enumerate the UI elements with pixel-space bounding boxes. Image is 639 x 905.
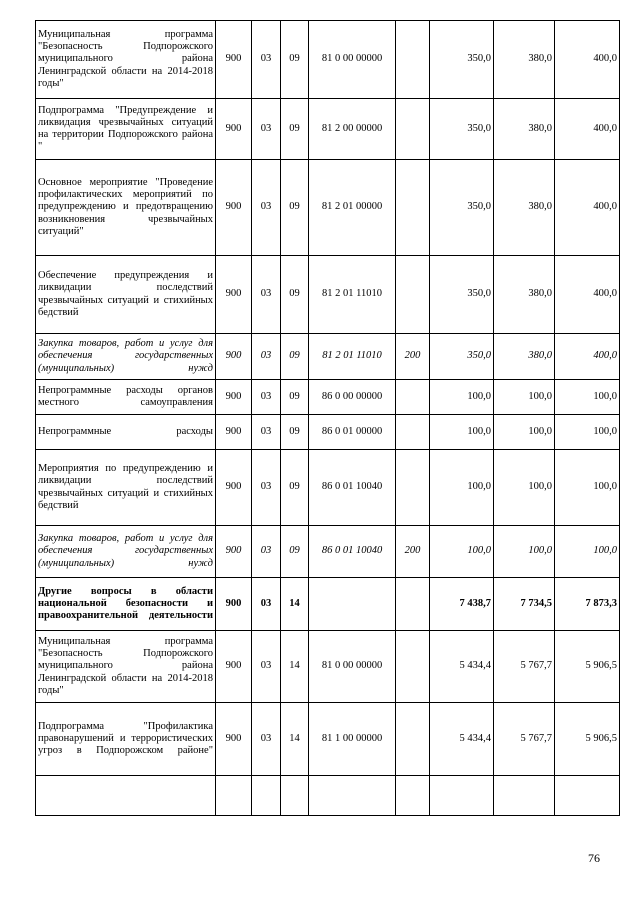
year1-amount-cell: 350,0 bbox=[430, 99, 494, 160]
subsection-cell: 09 bbox=[281, 380, 309, 415]
year3-amount-cell: 400,0 bbox=[555, 160, 620, 256]
year2-amount-cell: 100,0 bbox=[494, 450, 555, 526]
year1-amount-cell: 5 434,4 bbox=[430, 703, 494, 776]
expense-type-cell bbox=[396, 703, 430, 776]
empty-cell bbox=[430, 776, 494, 816]
year3-amount-cell: 100,0 bbox=[555, 526, 620, 578]
subsection-cell: 14 bbox=[281, 578, 309, 631]
subsection-cell: 09 bbox=[281, 160, 309, 256]
empty-cell bbox=[252, 776, 281, 816]
row-name-cell: Основное мероприятие "Проведение профилактических мероприятий по предупреждению и предотвращению возникновения чрезвычайных ситуаций" bbox=[36, 160, 216, 256]
row-name-cell: Непрограммные расходы bbox=[36, 415, 216, 450]
empty-cell bbox=[555, 776, 620, 816]
table-row bbox=[36, 334, 620, 380]
grbs-cell: 900 bbox=[216, 334, 252, 380]
year2-amount-cell: 5 767,7 bbox=[494, 631, 555, 703]
section-cell: 03 bbox=[252, 415, 281, 450]
row-name-cell: Подпрограмма "Предупреждение и ликвидация чрезвычайных ситуаций на территории Подпорожского района " bbox=[36, 99, 216, 160]
year2-amount-cell: 100,0 bbox=[494, 415, 555, 450]
expense-type-cell bbox=[396, 450, 430, 526]
row-name-cell: Обеспечение предупреждения и ликвидации последствий чрезвычайных ситуаций и стихийных бедствий bbox=[36, 256, 216, 334]
table-row bbox=[36, 380, 620, 415]
expense-type-cell bbox=[396, 415, 430, 450]
section-cell: 03 bbox=[252, 578, 281, 631]
subsection-cell: 09 bbox=[281, 99, 309, 160]
table-row bbox=[36, 526, 620, 578]
expense-type-cell bbox=[396, 21, 430, 99]
row-name-cell: Мероприятия по предупреждению и ликвидации последствий чрезвычайных ситуаций и стихийных бедствий bbox=[36, 450, 216, 526]
year2-amount-cell: 380,0 bbox=[494, 99, 555, 160]
row-name-cell: Закупка товаров, работ и услуг для обеспечения государственных (муниципальных) нужд bbox=[36, 334, 216, 380]
section-cell: 03 bbox=[252, 703, 281, 776]
year1-amount-cell: 100,0 bbox=[430, 450, 494, 526]
table-row bbox=[36, 256, 620, 334]
section-cell: 03 bbox=[252, 526, 281, 578]
subsection-cell: 14 bbox=[281, 631, 309, 703]
target-article-cell: 81 0 00 00000 bbox=[309, 21, 396, 99]
year2-amount-cell: 100,0 bbox=[494, 526, 555, 578]
target-article-cell: 86 0 01 00000 bbox=[309, 415, 396, 450]
target-article-cell: 81 0 00 00000 bbox=[309, 631, 396, 703]
section-cell: 03 bbox=[252, 99, 281, 160]
target-article-cell: 81 2 00 00000 bbox=[309, 99, 396, 160]
section-cell: 03 bbox=[252, 256, 281, 334]
year1-amount-cell: 350,0 bbox=[430, 256, 494, 334]
subsection-cell: 09 bbox=[281, 21, 309, 99]
year2-amount-cell: 380,0 bbox=[494, 334, 555, 380]
expense-type-cell bbox=[396, 380, 430, 415]
empty-cell bbox=[281, 776, 309, 816]
empty-cell bbox=[494, 776, 555, 816]
target-article-cell bbox=[309, 578, 396, 631]
year3-amount-cell: 400,0 bbox=[555, 334, 620, 380]
year1-amount-cell: 7 438,7 bbox=[430, 578, 494, 631]
subsection-cell: 09 bbox=[281, 526, 309, 578]
year3-amount-cell: 100,0 bbox=[555, 415, 620, 450]
grbs-cell: 900 bbox=[216, 415, 252, 450]
empty-cell bbox=[36, 776, 216, 816]
year2-amount-cell: 380,0 bbox=[494, 160, 555, 256]
year3-amount-cell: 400,0 bbox=[555, 256, 620, 334]
year3-amount-cell: 100,0 bbox=[555, 450, 620, 526]
row-name-cell: Муниципальная программа "Безопасность Подпорожского муниципального района Ленинградской области на 2014-2018 годы" bbox=[36, 631, 216, 703]
table-row bbox=[36, 703, 620, 776]
year2-amount-cell: 100,0 bbox=[494, 380, 555, 415]
expense-type-cell bbox=[396, 578, 430, 631]
table-row bbox=[36, 160, 620, 256]
year3-amount-cell: 100,0 bbox=[555, 380, 620, 415]
year1-amount-cell: 350,0 bbox=[430, 334, 494, 380]
row-name-cell: Подпрограмма "Профилактика правонарушений и террористических угроз в Подпорожском районе" bbox=[36, 703, 216, 776]
empty-cell bbox=[309, 776, 396, 816]
subsection-cell: 14 bbox=[281, 703, 309, 776]
year3-amount-cell: 5 906,5 bbox=[555, 703, 620, 776]
expense-type-cell bbox=[396, 256, 430, 334]
year2-amount-cell: 380,0 bbox=[494, 21, 555, 99]
subsection-cell: 09 bbox=[281, 334, 309, 380]
section-cell: 03 bbox=[252, 450, 281, 526]
year1-amount-cell: 5 434,4 bbox=[430, 631, 494, 703]
expense-type-cell bbox=[396, 160, 430, 256]
table-row bbox=[36, 415, 620, 450]
empty-cell bbox=[396, 776, 430, 816]
table-row bbox=[36, 631, 620, 703]
grbs-cell: 900 bbox=[216, 578, 252, 631]
expense-type-cell bbox=[396, 99, 430, 160]
subsection-cell: 09 bbox=[281, 256, 309, 334]
section-cell: 03 bbox=[252, 160, 281, 256]
year3-amount-cell: 400,0 bbox=[555, 99, 620, 160]
table-row bbox=[36, 450, 620, 526]
year2-amount-cell: 380,0 bbox=[494, 256, 555, 334]
grbs-cell: 900 bbox=[216, 256, 252, 334]
target-article-cell: 81 2 01 00000 bbox=[309, 160, 396, 256]
year1-amount-cell: 350,0 bbox=[430, 21, 494, 99]
year1-amount-cell: 100,0 bbox=[430, 415, 494, 450]
grbs-cell: 900 bbox=[216, 21, 252, 99]
section-cell: 03 bbox=[252, 21, 281, 99]
section-cell: 03 bbox=[252, 380, 281, 415]
page-number: 76 bbox=[588, 851, 600, 865]
expense-type-cell: 200 bbox=[396, 334, 430, 380]
expense-type-cell bbox=[396, 631, 430, 703]
table-row bbox=[36, 21, 620, 99]
row-name-cell: Муниципальная программа "Безопасность Подпорожского муниципального района Ленинградской области на 2014-2018 годы" bbox=[36, 21, 216, 99]
subsection-cell: 09 bbox=[281, 415, 309, 450]
grbs-cell: 900 bbox=[216, 99, 252, 160]
row-name-cell: Другие вопросы в области национальной безопасности и правоохранительной деятельности bbox=[36, 578, 216, 631]
target-article-cell: 86 0 01 10040 bbox=[309, 526, 396, 578]
table-row bbox=[36, 578, 620, 631]
target-article-cell: 86 0 01 10040 bbox=[309, 450, 396, 526]
subsection-cell: 09 bbox=[281, 450, 309, 526]
table-row-empty bbox=[36, 776, 620, 816]
budget-table bbox=[35, 20, 620, 816]
year2-amount-cell: 7 734,5 bbox=[494, 578, 555, 631]
grbs-cell: 900 bbox=[216, 450, 252, 526]
year1-amount-cell: 100,0 bbox=[430, 526, 494, 578]
row-name-cell: Непрограммные расходы органов местного самоуправления bbox=[36, 380, 216, 415]
target-article-cell: 81 2 01 11010 bbox=[309, 256, 396, 334]
table-row bbox=[36, 99, 620, 160]
section-cell: 03 bbox=[252, 334, 281, 380]
year2-amount-cell: 5 767,7 bbox=[494, 703, 555, 776]
row-name-cell: Закупка товаров, работ и услуг для обеспечения государственных (муниципальных) нужд bbox=[36, 526, 216, 578]
grbs-cell: 900 bbox=[216, 380, 252, 415]
target-article-cell: 81 2 01 11010 bbox=[309, 334, 396, 380]
year3-amount-cell: 7 873,3 bbox=[555, 578, 620, 631]
year3-amount-cell: 5 906,5 bbox=[555, 631, 620, 703]
year1-amount-cell: 100,0 bbox=[430, 380, 494, 415]
expense-type-cell: 200 bbox=[396, 526, 430, 578]
grbs-cell: 900 bbox=[216, 703, 252, 776]
year1-amount-cell: 350,0 bbox=[430, 160, 494, 256]
grbs-cell: 900 bbox=[216, 631, 252, 703]
grbs-cell: 900 bbox=[216, 526, 252, 578]
empty-cell bbox=[216, 776, 252, 816]
year3-amount-cell: 400,0 bbox=[555, 21, 620, 99]
section-cell: 03 bbox=[252, 631, 281, 703]
grbs-cell: 900 bbox=[216, 160, 252, 256]
target-article-cell: 81 1 00 00000 bbox=[309, 703, 396, 776]
target-article-cell: 86 0 00 00000 bbox=[309, 380, 396, 415]
